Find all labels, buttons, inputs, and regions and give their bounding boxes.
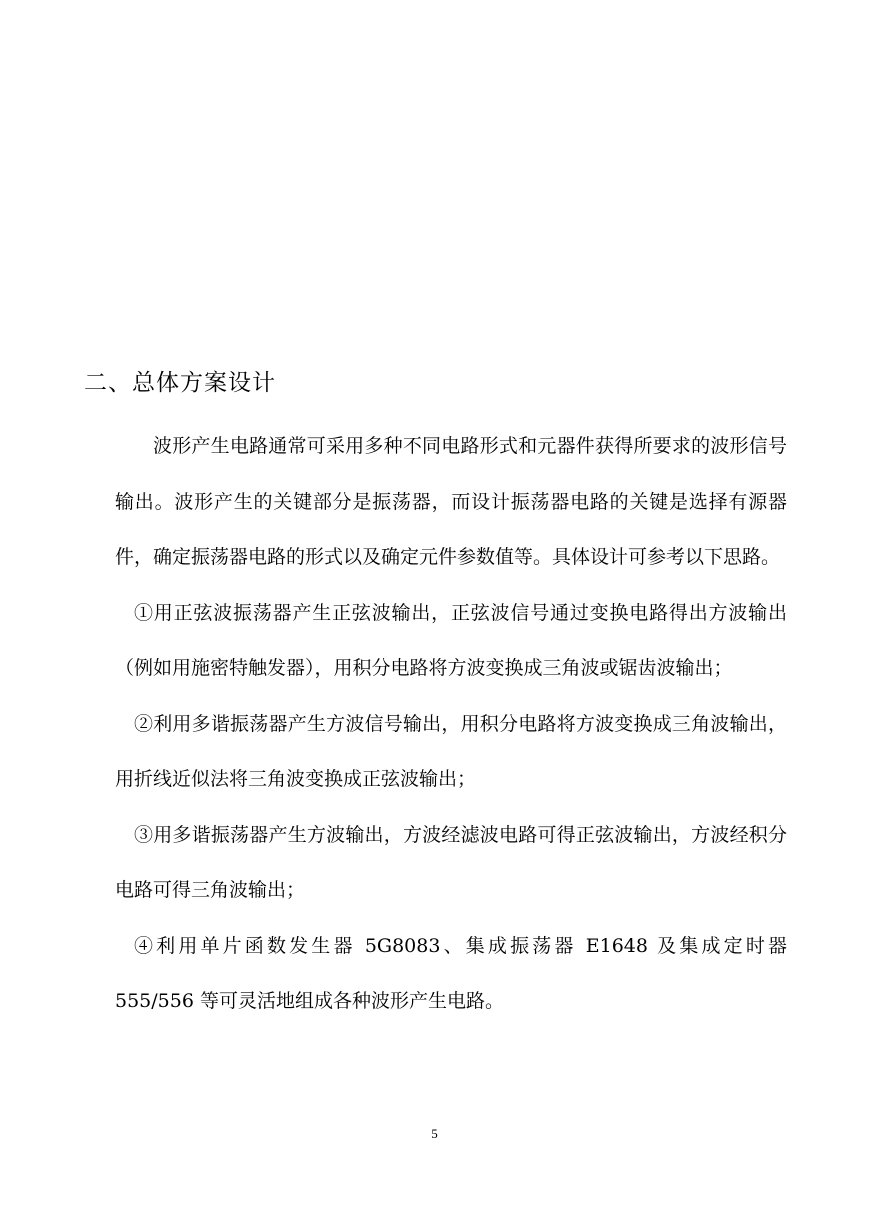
- option-paragraph-1: ①用正弦波振荡器产生正弦波输出，正弦波信号通过变换电路得出方波输出（例如用施密特触发器），用积分电路将方波变换成三角波或锯齿波输出；: [115, 601, 787, 679]
- option-paragraph-2: ②利用多谐振荡器产生方波信号输出，用积分电路将方波变换成三角波输出，用折线近似法将三角波变换成正弦波输出；: [115, 712, 787, 790]
- option-paragraph-4: ④利用单片函数发生器 5G8083、集成振荡器 E1648 及集成定时器 555/556 等可灵活地组成各种波形产生电路。: [115, 934, 787, 1012]
- option-paragraph-3: ③用多谐振荡器产生方波输出，方波经滤波电路可得正弦波输出，方波经积分电路可得三角波输出；: [115, 823, 787, 901]
- page-number: 5: [431, 1126, 438, 1141]
- intro-paragraph: 波形产生电路通常可采用多种不同电路形式和元器件获得所要求的波形信号输出。波形产生的关键部分是振荡器，而设计振荡器电路的关键是选择有源器件，确定振荡器电路的形式以及确定元件参数值等。具体设计可参考以下思路。: [115, 435, 787, 568]
- section-heading: 二、总体方案设计: [84, 370, 276, 396]
- body-text: [115, 419, 787, 1030]
